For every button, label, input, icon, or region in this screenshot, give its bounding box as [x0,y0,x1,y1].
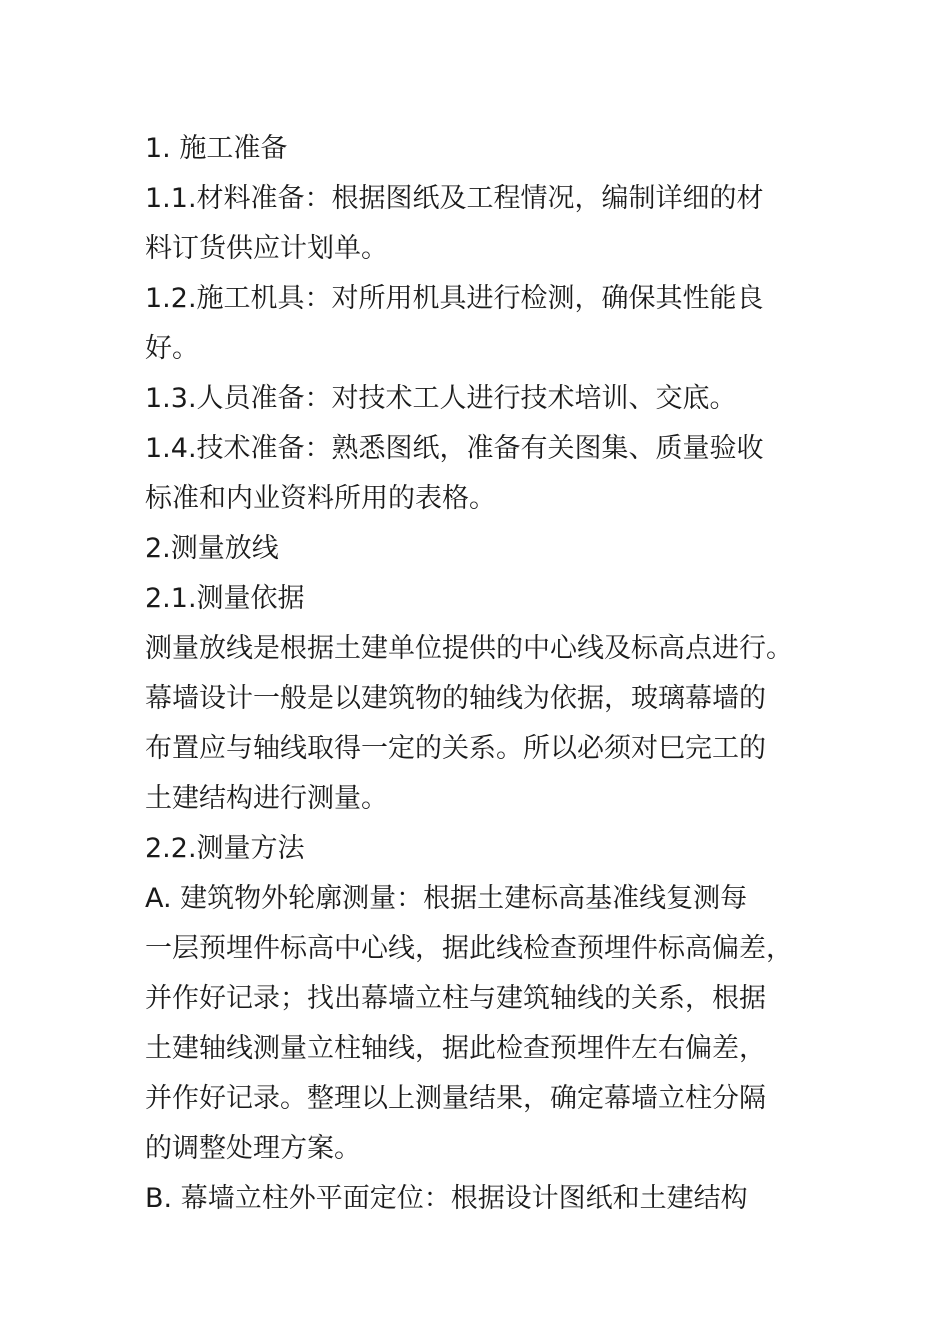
heading-construction-preparation: 1. 施工准备 [145,133,288,164]
text-line: 土建结构进行测量。 [145,783,388,814]
text-line: 测量放线是根据土建单位提供的中心线及标高点进行。 [145,633,793,664]
text-line: A. 建筑物外轮廓测量：根据土建标高基准线复测每 [145,883,748,914]
text-line: 并作好记录；找出幕墙立柱与建筑轴线的关系，根据 [145,983,766,1014]
text-line: 1.3.人员准备：对技术工人进行技术培训、交底。 [145,383,737,414]
text-line: 好。 [145,333,199,364]
text-line: 并作好记录。整理以上测量结果，确定幕墙立柱分隔 [145,1083,766,1114]
text-line: 标准和内业资料所用的表格。 [145,483,496,514]
text-line: 幕墙设计一般是以建筑物的轴线为依据，玻璃幕墙的 [145,683,766,714]
subheading-survey-method: 2.2.测量方法 [145,833,305,864]
text-line: 一层预埋件标高中心线，据此线检查预埋件标高偏差， [145,933,793,964]
subheading-survey-basis: 2.1.测量依据 [145,583,305,614]
heading-survey-setting-out: 2.测量放线 [145,533,279,564]
text-line: 料订货供应计划单。 [145,233,388,264]
text-line: 1.1.材料准备：根据图纸及工程情况，编制详细的材 [145,183,764,214]
text-line: 布置应与轴线取得一定的关系。所以必须对巳完工的 [145,733,766,764]
text-line: 1.2.施工机具：对所用机具进行检测，确保其性能良 [145,283,764,314]
document-body [145,124,825,1224]
text-line: B. 幕墙立柱外平面定位：根据设计图纸和土建结构 [145,1183,748,1214]
text-line: 土建轴线测量立柱轴线，据此检查预埋件左右偏差， [145,1033,766,1064]
text-line: 1.4.技术准备：熟悉图纸，准备有关图集、质量验收 [145,433,764,464]
text-line: 的调整处理方案。 [145,1133,361,1164]
